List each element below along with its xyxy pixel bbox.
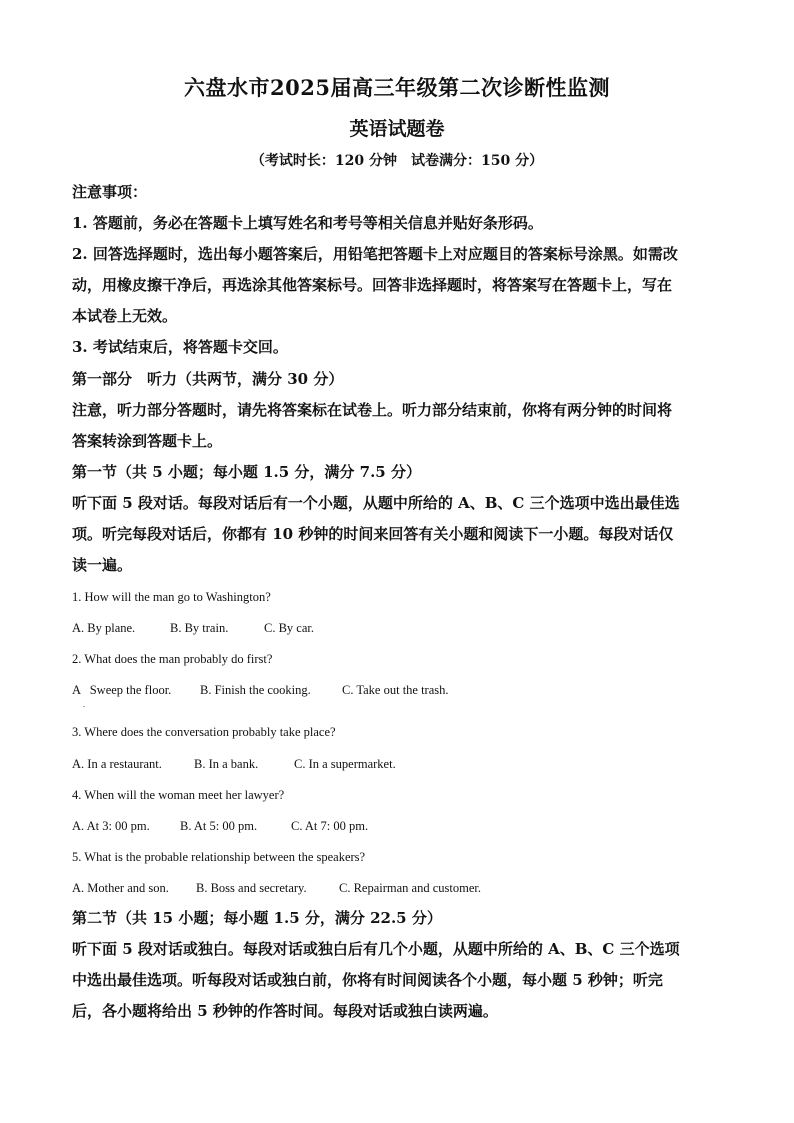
notes-item-1: 1. 答题前，务必在答题卡上填写姓名和考号等相关信息并贴好条形码。	[72, 214, 543, 232]
section1-instruction-line-3: 读一遍。	[72, 556, 133, 574]
section1-heading: 第一节（共 5 小题；每小题 1.5 分，满分 7.5 分）	[72, 463, 421, 481]
question-4-options	[72, 817, 368, 835]
notes-item-3: 3. 考试结束后，将答题卡交回。	[72, 338, 288, 356]
section1-instruction-line-2: 项。听完每段对话后，你都有 10 秒钟的时间来回答有关小题和阅读下一小题。每段对话仅	[72, 525, 674, 543]
option-a: A. In a restaurant.	[72, 757, 162, 771]
option-a: A. At 3: 00 pm.	[72, 819, 150, 833]
stray-mark: .	[83, 700, 85, 709]
section2-instruction-line-2: 中选出最佳选项。听每段对话或独白前，你将有时间阅读各个小题，每小题 5 秒钟；听完	[72, 971, 663, 989]
option-c: C. In a supermarket.	[294, 757, 396, 771]
part1-note-line-2: 答案转涂到答题卡上。	[72, 432, 223, 450]
option-a: A. Mother and son.	[72, 881, 169, 895]
option-c: C. At 7: 00 pm.	[291, 819, 369, 833]
section2-heading: 第二节（共 15 小题；每小题 1.5 分，满分 22.5 分）	[72, 909, 442, 927]
question-4: 4. When will the woman meet her lawyer?	[72, 788, 285, 802]
notes-item-2-line-1: 2. 回答选择题时，选出每小题答案后，用铅笔把答题卡上对应题目的答案标号涂黑。如需改	[72, 245, 678, 263]
question-1-options	[72, 619, 314, 637]
option-c: C. Repairman and customer.	[339, 881, 481, 895]
option-c: C. By car.	[264, 621, 314, 635]
part1-note-line-1: 注意，听力部分答题时，请先将答案标在试卷上。听力部分结束前，你将有两分钟的时间将	[72, 401, 673, 419]
option-a: A. By plane.	[72, 621, 136, 635]
option-b: B. By train.	[170, 621, 229, 635]
question-1: 1. How will the man go to Washington?	[72, 590, 271, 604]
exam-title: 六盘水市2025届高三年级第二次诊断性监测	[184, 75, 610, 100]
notes-heading: 注意事项：	[72, 183, 148, 201]
question-2-options	[72, 681, 449, 699]
exam-info: （考试时长：120 分钟 试卷满分：150 分）	[250, 153, 544, 169]
question-5-options	[72, 879, 481, 897]
exam-subtitle: 英语试题卷	[349, 118, 445, 140]
notes-item-2-line-3: 本试卷上无效。	[72, 307, 178, 325]
option-b: B. Finish the cooking.	[200, 683, 311, 697]
notes-item-2-line-2: 动，用橡皮擦干净后，再选涂其他答案标号。回答非选择题时，将答案写在答题卡上，写在	[72, 276, 673, 294]
section2-instruction-line-1: 听下面 5 段对话或独白。每段对话或独白后有几个小题，从题中所给的 A、B、C 三个选项	[72, 940, 680, 958]
question-3: 3. Where does the conversation probably take place?	[72, 725, 336, 739]
option-a: A Sweep the floor.	[72, 683, 172, 697]
section1-instruction-line-1: 听下面 5 段对话。每段对话后有一个小题，从题中所给的 A、B、C 三个选项中选出最佳选	[72, 494, 680, 512]
question-3-options	[72, 755, 396, 773]
part1-heading: 第一部分 听力（共两节，满分 30 分）	[72, 370, 344, 388]
section2-instruction-line-3: 后，各小题将给出 5 秒钟的作答时间。每段对话或独白读两遍。	[72, 1002, 498, 1020]
option-b: B. In a bank.	[194, 757, 259, 771]
question-2: 2. What does the man probably do first?	[72, 652, 273, 666]
option-c: C. Take out the trash.	[342, 683, 449, 697]
option-b: B. At 5: 00 pm.	[180, 819, 258, 833]
option-b: B. Boss and secretary.	[196, 881, 307, 895]
question-5: 5. What is the probable relationship between the speakers?	[72, 850, 366, 864]
